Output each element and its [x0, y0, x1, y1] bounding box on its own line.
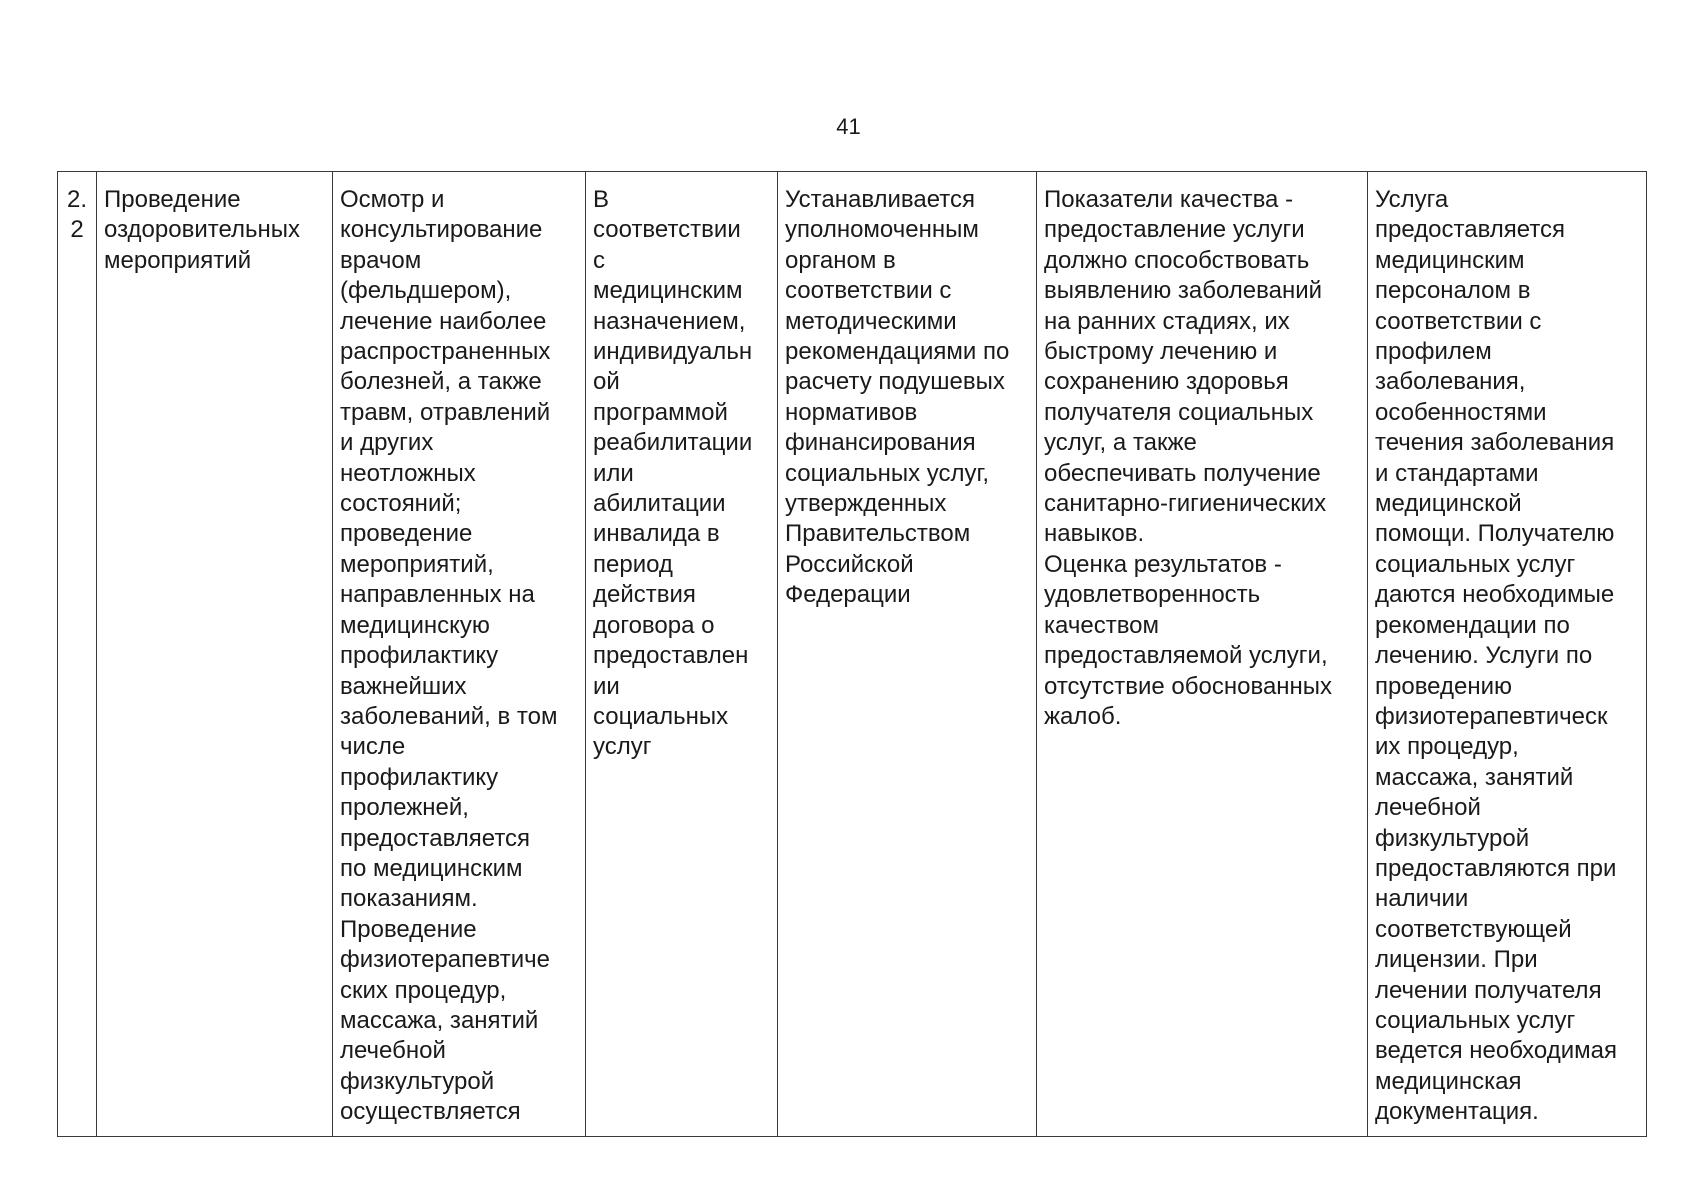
cell-tariff-basis: Устанавливается уполномоченным органом в соответствии с методическими рекомендациями по расчету подушевых нормативов финансирования социальных услуг, утвержденных Правительством Российской Федерации	[778, 172, 1037, 1137]
cell-service-name: Проведение оздоровительных мероприятий	[97, 172, 333, 1137]
page-number: 41	[836, 114, 861, 139]
table-row	[58, 172, 1647, 1137]
cell-item-number: 2. 2	[58, 172, 97, 1137]
cell-service-description: Осмотр и консультирование врачом (фельдшером), лечение наиболее распространенных болезней, а также травм, отравлений и других неотложных состояний; проведение мероприятий, направленных на медицинскую профилактику важнейших заболеваний, в том числе профилактику пролежней, предоставляется по медицинским показаниям. Проведение физиотерапевтиче ских процедур, массажа, занятий лечебной физкультурой осуществляется	[333, 172, 586, 1137]
services-table	[57, 171, 1647, 1137]
cell-quality-indicators: Показатели качества - предоставление услуги должно способствовать выявлению заболеваний на ранних стадиях, их быстрому лечению и сохранению здоровья получателя социальных услуг, а также обеспечивать получение санитарно-гигиенических навыков. Оценка результатов - удовлетворенность качеством предоставляемой услуги, отсутствие обоснованных жалоб.	[1037, 172, 1368, 1137]
cell-service-schedule: В соответствии с медицинским назначением, индивидуальн ой программой реабилитации или абилитации инвалида в период действия договора о предоставлен ии социальных услуг	[586, 172, 778, 1137]
cell-provision-conditions: Услуга предоставляется медицинским персоналом в соответствии с профилем заболевания, особенностями течения заболевания и стандартами медицинской помощи. Получателю социальных услуг даются необходимые рекомендации по лечению. Услуги по проведению физиотерапевтическ их процедур, массажа, занятий лечебной физкультурой предоставляются при наличии соответствующей лицензии. При лечении получателя социальных услуг ведется необходимая медицинская документация.	[1368, 172, 1647, 1137]
